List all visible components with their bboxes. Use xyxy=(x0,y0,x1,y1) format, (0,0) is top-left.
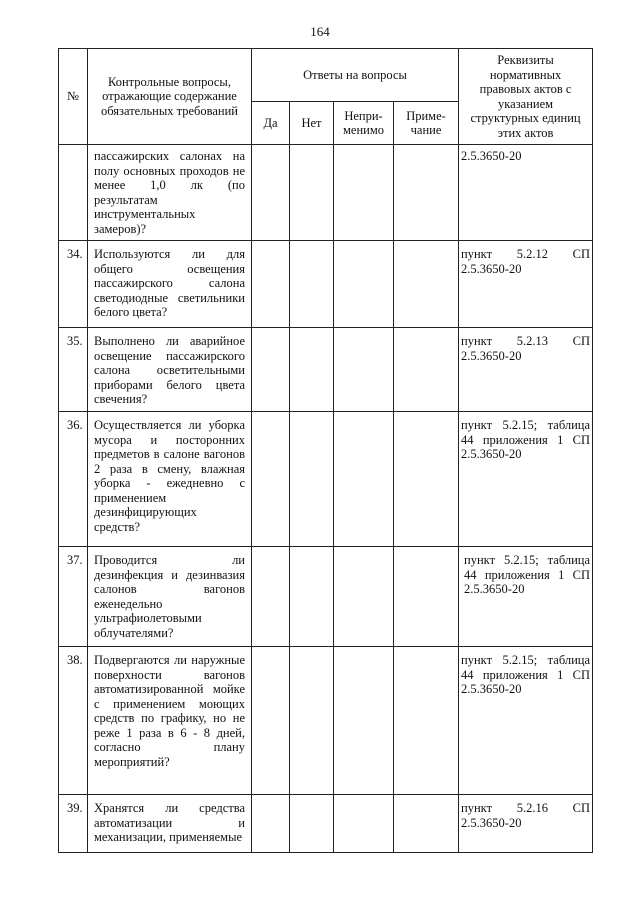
table-row xyxy=(59,145,593,241)
header-requisites: Реквизиты нормативных правовых актов с указанием структурных единиц этих актов xyxy=(459,49,593,145)
answer-no-cell[interactable] xyxy=(290,241,334,328)
header-number: № xyxy=(59,49,88,145)
answer-no-cell[interactable] xyxy=(290,547,334,647)
row-number xyxy=(59,145,88,241)
row-reference: пункт 5.2.15; таблица 44 приложения 1 СП 2.5.3650-20 xyxy=(459,547,593,647)
answer-yes-cell[interactable] xyxy=(252,795,290,853)
answer-na-cell[interactable] xyxy=(334,328,394,412)
answer-na-cell[interactable] xyxy=(334,647,394,795)
row-reference: пункт 5.2.12 СП 2.5.3650-20 xyxy=(459,241,593,328)
row-number: 34. xyxy=(59,241,88,328)
answer-no-cell[interactable] xyxy=(290,328,334,412)
row-question: Осуществляется ли уборка мусора и посторонних предметов в салоне вагонов 2 раза в смену, влажная уборка - ежедневно с применением дезинфицирующих средств? xyxy=(88,412,252,547)
table-row xyxy=(59,647,593,795)
answer-note-cell[interactable] xyxy=(394,241,459,328)
row-number: 35. xyxy=(59,328,88,412)
page-number: 164 xyxy=(310,24,330,39)
header-answer-yes: Да xyxy=(252,102,290,145)
row-question: Используются ли для общего освещения пассажирского салона светодиодные светильники белого цвета? xyxy=(88,241,252,328)
table-row xyxy=(59,412,593,547)
answer-na-cell[interactable] xyxy=(334,241,394,328)
table-row xyxy=(59,328,593,412)
table-row xyxy=(59,241,593,328)
row-question: Хранятся ли средства автоматизации и механизации, применяемые xyxy=(88,795,252,853)
answer-na-cell[interactable] xyxy=(334,547,394,647)
row-number: 39. xyxy=(59,795,88,853)
answer-note-cell[interactable] xyxy=(394,795,459,853)
answer-yes-cell[interactable] xyxy=(252,328,290,412)
row-question: Выполнено ли аварийное освещение пассажирского салона осветительными приборами белого цвета свечения? xyxy=(88,328,252,412)
table-row xyxy=(59,795,593,853)
answer-note-cell[interactable] xyxy=(394,328,459,412)
table-row xyxy=(59,547,593,647)
answer-no-cell[interactable] xyxy=(290,647,334,795)
answer-yes-cell[interactable] xyxy=(252,241,290,328)
row-number: 36. xyxy=(59,412,88,547)
checklist-table xyxy=(58,48,593,853)
row-reference: пункт 5.2.13 СП 2.5.3650-20 xyxy=(459,328,593,412)
answer-yes-cell[interactable] xyxy=(252,547,290,647)
header-answer-note: Приме- чание xyxy=(394,102,459,145)
answer-na-cell[interactable] xyxy=(334,412,394,547)
answer-na-cell[interactable] xyxy=(334,145,394,241)
row-question: Подвергаются ли наружные поверхности вагонов автоматизированной мойке с применением моющих средств по графику, но не реже 1 раза в 6 - 8 дней, согласно плану мероприятий? xyxy=(88,647,252,795)
answer-yes-cell[interactable] xyxy=(252,145,290,241)
row-number: 38. xyxy=(59,647,88,795)
answer-note-cell[interactable] xyxy=(394,412,459,547)
header-questions: Контрольные вопросы, отражающие содержание обязательных требований xyxy=(88,49,252,145)
row-number: 37. xyxy=(59,547,88,647)
header-answers: Ответы на вопросы xyxy=(252,49,459,102)
answer-na-cell[interactable] xyxy=(334,795,394,853)
answer-yes-cell[interactable] xyxy=(252,647,290,795)
answer-no-cell[interactable] xyxy=(290,795,334,853)
answer-note-cell[interactable] xyxy=(394,647,459,795)
row-question: пассажирских салонах на полу основных проходов не менее 1,0 лк (по результатам инструментальных замеров)? xyxy=(88,145,252,241)
row-question: Проводится ли дезинфекция и дезинвазия салонов вагонов еженедельно ультрафиолетовыми облучателями? xyxy=(88,547,252,647)
answer-note-cell[interactable] xyxy=(394,145,459,241)
header-answer-no: Нет xyxy=(290,102,334,145)
answer-no-cell[interactable] xyxy=(290,145,334,241)
row-reference: пункт 5.2.15; таблица 44 приложения 1 СП 2.5.3650-20 xyxy=(459,412,593,547)
answer-yes-cell[interactable] xyxy=(252,412,290,547)
answer-no-cell[interactable] xyxy=(290,412,334,547)
answer-note-cell[interactable] xyxy=(394,547,459,647)
row-reference: 2.5.3650-20 xyxy=(459,145,593,241)
row-reference: пункт 5.2.16 СП 2.5.3650-20 xyxy=(459,795,593,853)
row-reference: пункт 5.2.15; таблица 44 приложения 1 СП 2.5.3650-20 xyxy=(459,647,593,795)
header-answer-not-applicable: Непри- менимо xyxy=(334,102,394,145)
